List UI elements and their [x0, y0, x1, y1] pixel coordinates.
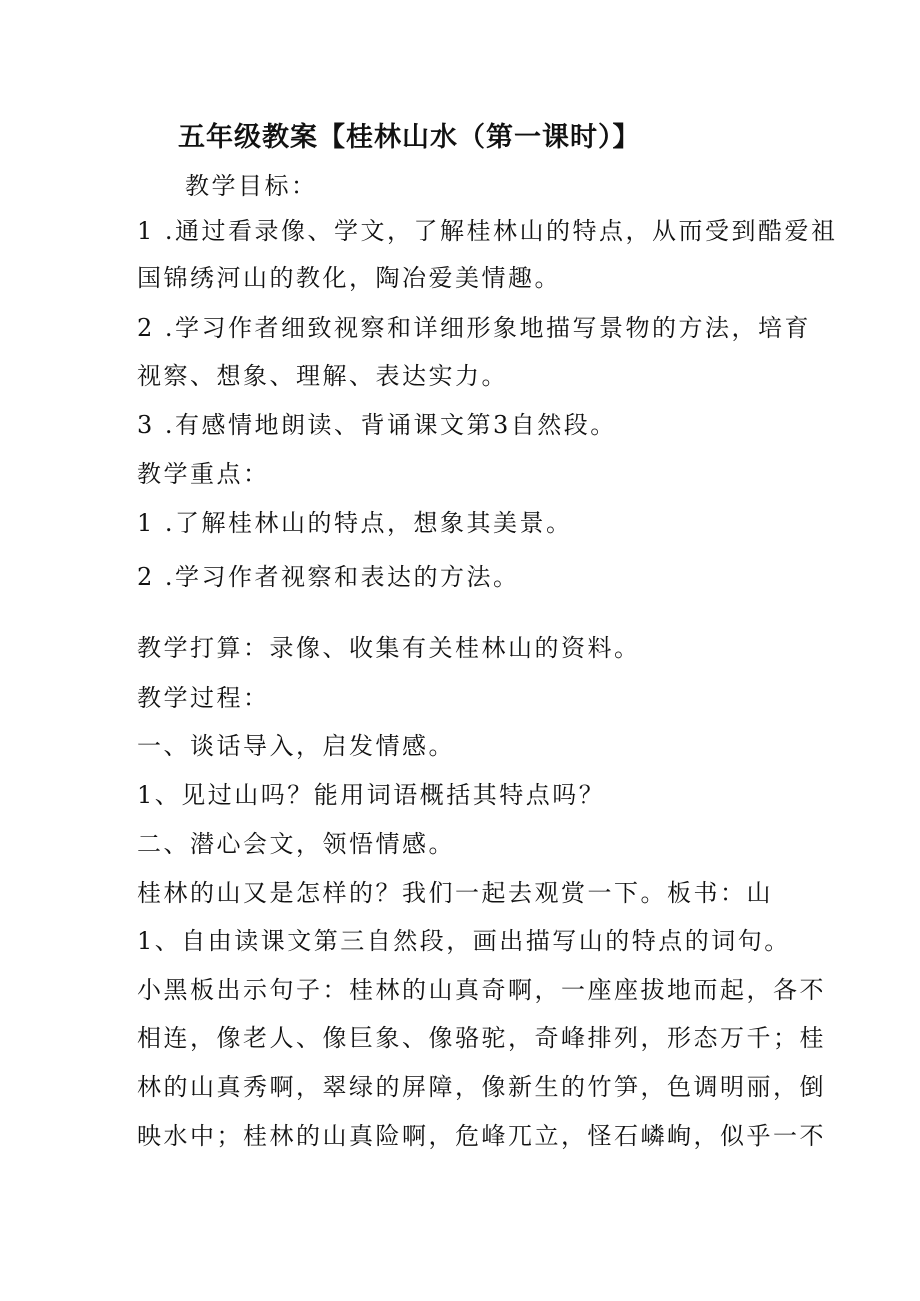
- key-point-1: 1 .了解桂林山的特点，想象其美景。: [137, 509, 573, 537]
- teaching-preparation: 教学打算：录像、收集有关桂林山的资料。: [137, 634, 641, 662]
- process-step-1-question: 1、见过山吗？能用词语概括其特点吗？: [137, 781, 606, 809]
- process-step-2-heading: 二、潜心会文，领悟情感。: [137, 830, 455, 858]
- objective-1-line-2: 国锦绣河山的教化，陶冶爱美情趣。: [137, 264, 561, 292]
- section-heading-objectives: 教学目标：: [185, 172, 318, 200]
- objective-3: 3 .有感情地朗读、背诵课文第3自然段。: [137, 411, 617, 439]
- objective-2-line-2: 视察、想象、理解、表达实力。: [137, 362, 508, 390]
- key-point-2: 2 .学习作者视察和表达的方法。: [137, 563, 520, 591]
- process-step-1-heading: 一、谈话导入，启发情感。: [137, 732, 455, 760]
- process-step-2-task: 1、自由读课文第三自然段，画出描写山的特点的词句。: [137, 927, 791, 955]
- quoted-passage-line-4: 映水中；桂林的山真险啊，危峰兀立，怪石嶙峋，似乎一不: [137, 1122, 826, 1150]
- objective-1-line-1: 1 .通过看录像、学文，了解桂林山的特点，从而受到酷爱祖: [137, 217, 838, 245]
- section-heading-process: 教学过程：: [137, 684, 270, 712]
- quoted-passage-line-3: 林的山真秀啊，翠绿的屏障，像新生的竹笋，色调明丽，倒: [137, 1073, 826, 1101]
- process-step-2-intro: 桂林的山又是怎样的？我们一起去观赏一下。板书：山: [137, 879, 773, 907]
- quoted-passage-line-1: 小黑板出示句子：桂林的山真奇啊，一座座拔地而起，各不: [137, 976, 826, 1004]
- quoted-passage-line-2: 相连，像老人、像巨象、像骆驼，奇峰排列，形态万千；桂: [137, 1024, 826, 1052]
- objective-2-line-1: 2 .学习作者细致视察和详细形象地描写景物的方法，培育: [137, 314, 812, 342]
- document-title: 五年级教案【桂林山水（第一课时）】: [178, 122, 641, 153]
- section-heading-key-points: 教学重点：: [137, 460, 270, 488]
